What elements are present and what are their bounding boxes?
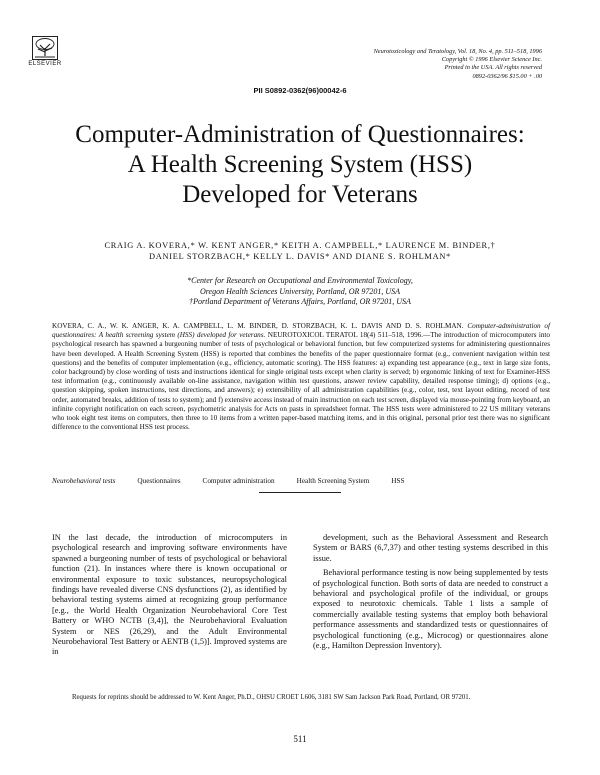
abstract-body: —The introduction of microcomputers into psychological research has spawned a burgeoning number of tests of psychological or behavioral function, but few computerized systems for administering questionnaires have been developed. A Health Screening System (HSS) is reported that combines the benefits of the paper questionnaire format (e.g., convenient navigation within test questions) and the benefits of computer implementation (e.g., efficiency, automatic scoring). The HSS features: a) expanding test appearance (e.g., text in large size fonts, color background) by close wording of tests and instructions identical for single original tests except when clarity is served; b) ergonomic linking of text for Examiner-HSS test information (e.g., continuously available on-line assistance, navigation within test questions, answer review capability, detailed response timing); d) options (e.g., question skipping, spoken instructions, test directions, and answers); e) extensibility of all administration capabilities (e.g., color, test, text layout editing, record of test order, automated breaks, addition of tests to system); and f) extensive access instead of main instruction on each test screen, displayed via mouse-pointing from keyboard, an infinite copyright notification on each screen, psychometric analysis for Acts on pasts in spreadsheet format. The HSS tests were administered to 22 US military veterans who took eight test items on computers, then three to 10 items from a written paper-based matching items, and in this original, personal prior test there was no significant difference to the conventional HSS test process. xyxy=(52,331,551,432)
abstract-cite-title: Computer-administration of questionnaires: A health screening system (HSS) developed for veterans. xyxy=(52,322,551,340)
body-column-left xyxy=(52,533,287,658)
abstract-cite-source: NEUROTOXICOL TERATOL 18(4) 511–518, 1996. xyxy=(267,331,424,340)
author-line: DANIEL STORZBACH,* KELLY L. DAVIS* AND DIANE S. ROHLMAN* xyxy=(149,252,451,261)
author-line: CRAIG A. KOVERA,* W. KENT ANGER,* KEITH A. CAMPBELL,* LAURENCE M. BINDER,† xyxy=(104,241,496,250)
title-line: Developed for Veterans xyxy=(182,181,418,208)
journal-line: Printed in the USA. All rights reserved xyxy=(444,64,542,72)
affiliation-line: *Center for Research on Occupational and Environmental Toxicology, xyxy=(187,276,413,285)
keyword: Health Screening System xyxy=(296,477,370,485)
body-paragraph: development, such as the Behavioral Assessment and Research System or BARS (6,7,37) and other testing systems described in this issue. xyxy=(313,533,548,563)
journal-info xyxy=(312,48,542,81)
tree-logo-icon xyxy=(32,36,58,60)
body-paragraph: IN the last decade, the introduction of microcomputers in psychological research and improving software environments have spawned a burgeoning number of tests of psychological or behavioral function (21). In instances where there is known occupational or environmental exposure to toxic substances, neuropsychological findings have revealed diverse CNS dysfunctions (2), as identified by behavioral testing systems aimed at recognizing group performance [e.g., the World Health Organization Neurobehavioral Core Test Battery or WHO NCTB (3,4)], the Neurobehavioral Evaluation System or NES (26,29), and the Adult Environmental Neurobehavioral Test Battery or AENTB (1,5)]. Improved systems are in xyxy=(52,533,287,657)
abstract-citation: KOVERA, C. A., W. K. ANGER, K. A. CAMPBELL, L. M. BINDER, D. STORZBACH, K. L. DAVIS AND D. S. ROHLMAN. xyxy=(52,322,464,330)
keyword: Questionnaires xyxy=(137,477,181,485)
body-paragraph: Behavioral performance testing is now being supplemented by tests of psychological function. Both sorts of data are needed to construct a behavioral and psychological profile of the individual, or groups exposed to neurotoxic chemicals. Table 1 lists a sample of commercially available testing systems that employ both behavioral performance assessments and standardized tests or questionnaires of psychological functioning (e.g., Microcog) or questionnaires alone (e.g., Hamilton Depression Inventory). xyxy=(313,568,548,651)
title-line: A Health Screening System (HSS) xyxy=(127,151,473,178)
body-column-right xyxy=(313,533,548,651)
journal-line: Neurotoxicology and Teratology, Vol. 18, No. 4, pp. 511–518, 1996 xyxy=(373,48,542,55)
pii-identifier: PII S0892-0362(96)00042-6 xyxy=(253,86,347,95)
keyword: Computer administration xyxy=(202,477,275,485)
reprint-footnote: Requests for reprints should be addressed to W. Kent Anger, Ph.D., OHSU CROET L606, 3181 SW Sam Jackson Park Road, Portland, OR 97201. xyxy=(72,694,471,701)
publisher-logo-text: ELSEVIER xyxy=(28,61,62,67)
page-number: 511 xyxy=(293,734,307,744)
keyword-label: Neurobehavioral tests xyxy=(52,477,116,485)
keyword: HSS xyxy=(391,477,405,485)
publisher-logo xyxy=(28,36,62,67)
title-line: Computer-Administration of Questionnaires: xyxy=(75,121,525,148)
author-list xyxy=(60,240,540,262)
paper-title xyxy=(60,120,540,210)
journal-line: Copyright © 1996 Elsevier Science Inc. xyxy=(441,56,542,64)
abstract xyxy=(52,322,550,432)
affiliations xyxy=(60,276,540,308)
affiliation-line: Oregon Health Sciences University, Portland, OR 97201, USA xyxy=(199,286,401,296)
affiliation-line: †Portland Department of Veterans Affairs, Portland, OR 97201, USA xyxy=(189,297,411,306)
journal-line: 0892-0362/96 $15.00 + .00 xyxy=(472,72,542,80)
keywords xyxy=(52,477,550,485)
section-divider xyxy=(259,492,341,493)
